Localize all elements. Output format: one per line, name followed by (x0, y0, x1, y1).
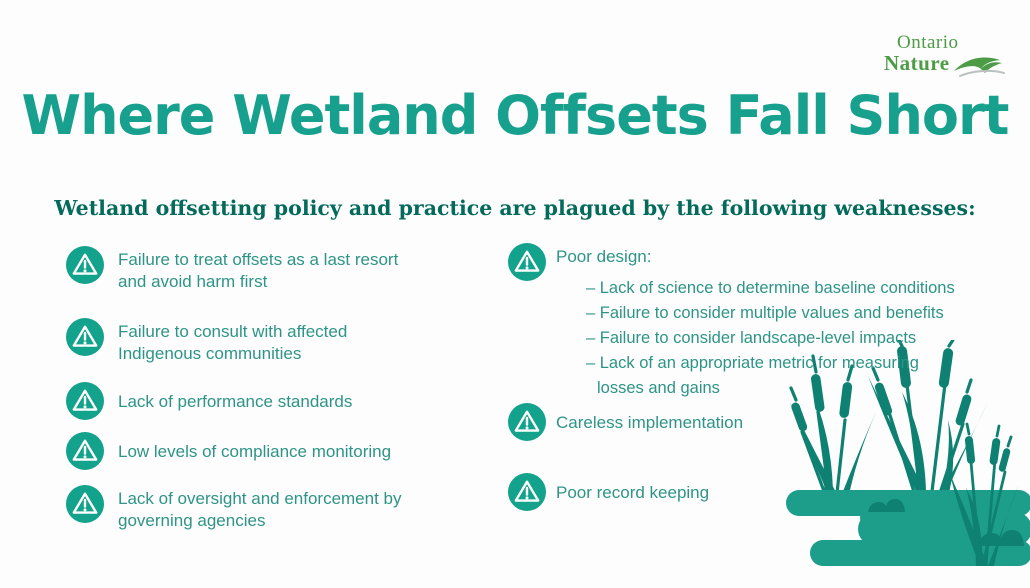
sub-weakness-line: – Lack of an appropriate metric for measuring (586, 354, 919, 372)
warning-icon (508, 403, 546, 441)
weakness-line: Lack of oversight and enforcement by (118, 489, 402, 508)
sub-weakness-line: – Lack of science to determine baseline conditions (586, 279, 955, 297)
weakness-line: Indigenous communities (118, 344, 302, 363)
weakness-line: Failure to treat offsets as a last resort (118, 250, 399, 269)
subtitle: Wetland offsetting policy and practice are plagued by the following weaknesses: (54, 196, 976, 220)
weakness-text (118, 432, 391, 470)
warning-icon (66, 382, 104, 420)
warning-icon (66, 485, 104, 523)
weakness-text (556, 473, 709, 511)
logo-text-ontario: Ontario (897, 32, 959, 53)
warning-icon (508, 243, 546, 281)
weakness-line: Poor record keeping (556, 483, 710, 502)
weakness-text (118, 318, 347, 365)
weakness-line: Careless implementation (556, 413, 744, 432)
page-title: Where Wetland Offsets Fall Short (21, 84, 1009, 147)
weakness-item (66, 485, 402, 532)
warning-icon (66, 246, 104, 284)
weakness-text (556, 243, 955, 401)
warning-icon (66, 432, 104, 470)
weakness-text (118, 246, 398, 293)
weakness-line: governing agencies (118, 511, 266, 530)
weakness-line: and avoid harm first (118, 272, 268, 291)
weakness-item (66, 382, 352, 420)
weakness-text (118, 485, 402, 532)
weakness-item (66, 318, 347, 365)
weakness-line: Failure to consult with affected (118, 322, 348, 341)
weakness-item (66, 246, 398, 293)
sub-weakness-list (586, 276, 955, 401)
weakness-item (508, 243, 955, 401)
weakness-line: Low levels of compliance monitoring (118, 442, 392, 461)
logo-text-nature: Nature (884, 51, 950, 75)
weakness-line: Lack of performance standards (118, 392, 353, 411)
sub-weakness-line: – Failure to consider landscape-level impacts (586, 329, 917, 347)
weakness-line: Poor design: (556, 247, 652, 266)
warning-icon (66, 318, 104, 356)
weakness-item (508, 403, 743, 441)
weakness-item (508, 473, 709, 511)
weakness-item (66, 432, 391, 470)
sub-weakness-line: losses and gains (597, 379, 720, 397)
weakness-text (118, 382, 352, 420)
sub-weakness-line: – Failure to consider multiple values and benefits (586, 304, 944, 322)
weakness-text (556, 403, 743, 441)
ontario-nature-logo (884, 33, 1024, 82)
warning-icon (508, 473, 546, 511)
bird-swoosh-icon (952, 54, 1006, 82)
